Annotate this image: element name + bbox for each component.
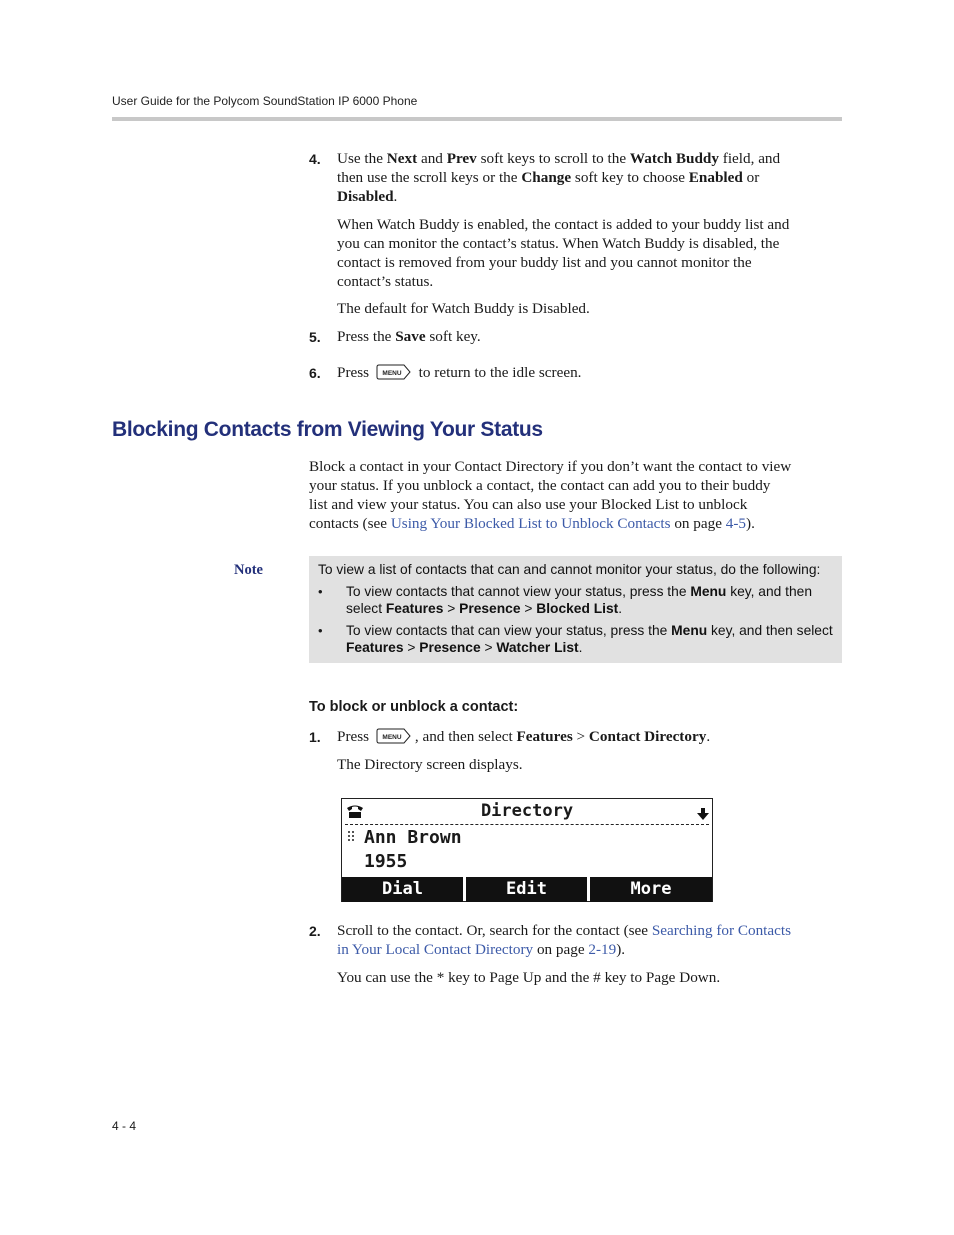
header-rule [112, 117, 842, 121]
step-5-text: Press the Save soft key. [337, 328, 481, 345]
watch-buddy-default: The default for Watch Buddy is Disabled. [337, 300, 590, 317]
step-number: 1. [309, 729, 321, 745]
lcd-title: Directory [480, 801, 574, 821]
page-number: 4 - 4 [112, 1119, 137, 1133]
step-number: 5. [309, 329, 321, 345]
arrow-down-icon [696, 807, 710, 821]
contact-list-icon [347, 830, 357, 842]
note-intro: To view a list of contacts that can and cannot monitor your status, do the following: [318, 562, 821, 577]
phone-lcd-screen [341, 798, 713, 902]
step-number: 2. [309, 923, 321, 939]
contact-number: 1955 [364, 851, 408, 872]
note-bullet-2: To view contacts that can view your status, press the Menu key, and then select Features > Presence > Watcher List. [346, 623, 833, 655]
note-label: Note [234, 562, 263, 578]
lcd-title-divider [345, 824, 709, 825]
step-number: 6. [309, 365, 321, 381]
softkey-edit[interactable]: Edit [466, 877, 587, 902]
procedure-step-1-text: Press MENU , and then select Features > Contact Directory. [337, 728, 711, 745]
note-bullet-1: To view contacts that cannot view your status, press the Menu key, and then select Features > Presence > Blocked List. [346, 584, 813, 616]
softkey-more[interactable]: More [590, 877, 712, 902]
step-6-text: Press MENU to return to the idle screen. [337, 364, 582, 381]
procedure-title: To block or unblock a contact: [309, 699, 519, 715]
bullet-icon: • [318, 584, 323, 599]
page-up-down-text: You can use the * key to Page Up and the # key to Page Down. [337, 969, 721, 986]
section-intro: Block a contact in your Contact Directory if you don’t want the contact to view your status. If you unblock a contact, the contact can add you to their buddy list and view your status. You can also use your Blocked List to unblock contacts (see Using Your Blocked List to Unblock Contacts on page 4-5). [309, 458, 792, 532]
watch-buddy-explanation: When Watch Buddy is enabled, the contact is added to your buddy list and you can monitor the contact’s status. When Watch Buddy is disabled, the contact is removed from your buddy list and you cannot monitor the contact’s status. [337, 216, 790, 290]
running-header: User Guide for the Polycom SoundStation IP 6000 Phone [112, 94, 418, 108]
step-4-text: Use the Next and Prev soft keys to scroll to the Watch Buddy field, and then use the scroll keys or the Change soft key to choose Enabled or Disabled. [337, 150, 781, 205]
procedure-step-2-text: Scroll to the contact. Or, search for the contact (see Searching for Contacts in Your Local Contact Directory on page 2-19). [337, 922, 792, 958]
menu-key-label: MENU [382, 370, 402, 377]
section-heading: Blocking Contacts from Viewing Your Status [112, 418, 543, 441]
step-number: 4. [309, 151, 321, 167]
searching-contacts-link[interactable]: Searching for Contacts [651, 922, 792, 939]
softkey-dial[interactable]: Dial [342, 877, 463, 902]
page-2-19-link[interactable]: 2-19 [588, 941, 617, 958]
bullet-icon: • [318, 623, 323, 638]
menu-key-icon [376, 363, 412, 381]
local-directory-link[interactable]: in Your Local Contact Directory [337, 941, 534, 958]
note-box [309, 556, 842, 663]
blocked-list-link[interactable]: Using Your Blocked List to Unblock Contacts [390, 515, 671, 532]
menu-key-label: MENU [382, 734, 402, 741]
contact-name[interactable]: Ann Brown [364, 827, 462, 848]
menu-key-icon [376, 727, 412, 745]
directory-displays-text: The Directory screen displays. [337, 756, 523, 773]
page-4-5-link[interactable]: 4-5 [725, 515, 747, 532]
